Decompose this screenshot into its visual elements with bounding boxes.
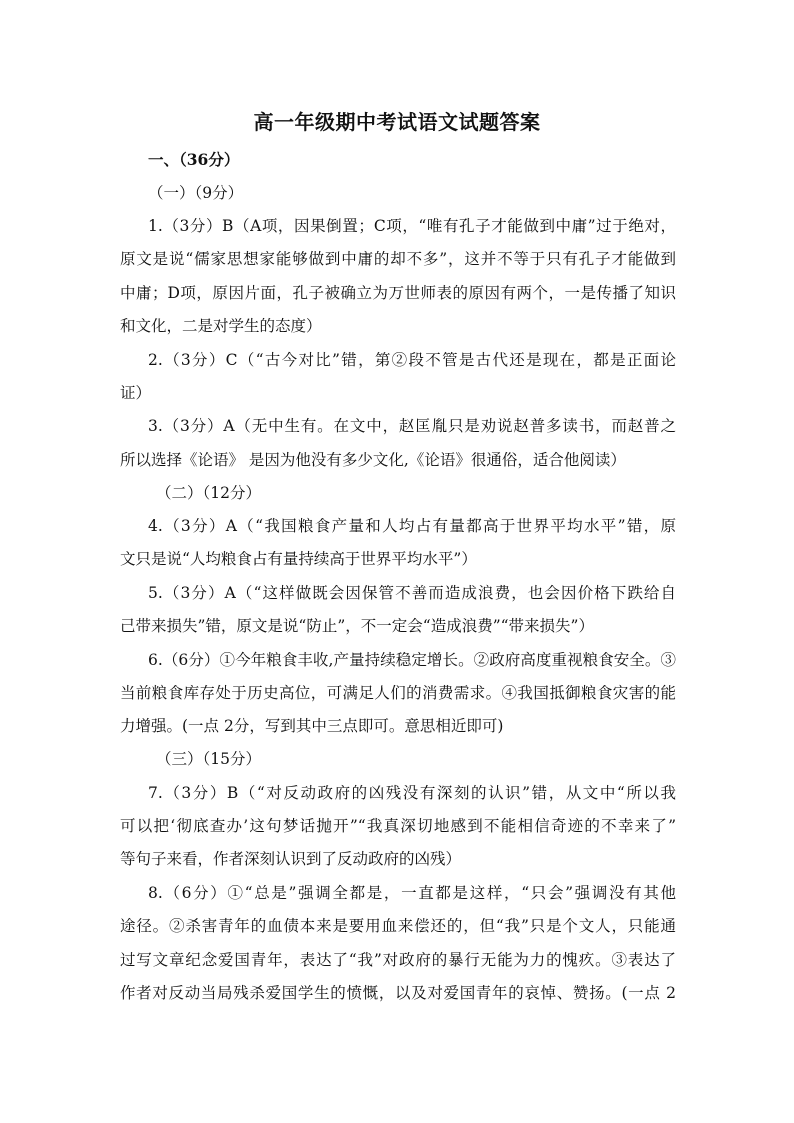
answer-line: 己带来损失”错，原文是说“防止”，不一定会“造成浪费”“带来损失”） bbox=[120, 617, 594, 635]
answer-line: 原文是说“儒家思想家能够做到中庸的却不多”，这并不等于只有孔子才能做到 bbox=[120, 250, 676, 268]
answer-line: 途径。②杀害青年的血债本来是要用血来偿还的，但“我”只是个文人，只能通 bbox=[120, 917, 676, 935]
subsection-heading: （二）（12分） bbox=[156, 484, 261, 502]
answer-line: 3.（3分）A（无中生有。在文中，赵匡胤只是劝说赵普多读书，而赵普之 bbox=[148, 417, 676, 435]
answer-line: 2.（3分）C（“古今对比”错，第②段不管是古代还是现在，都是正面论 bbox=[148, 351, 676, 369]
answer-line: 当前粮食库存处于历史高位，可满足人们的消费需求。④我国抵御粮食灾害的能 bbox=[120, 684, 676, 702]
answer-line: 中庸；D项，原因片面，孔子被确立为万世师表的原因有两个，一是传播了知识 bbox=[120, 284, 676, 302]
answer-line: 过写文章纪念爱国青年，表达了“我”对政府的暴行无能为力的愧疚。③表达了 bbox=[120, 951, 676, 969]
answer-line: 证） bbox=[120, 384, 152, 402]
answer-line: 和文化，二是对学生的态度） bbox=[120, 317, 322, 335]
subsection-heading: （三）（15分） bbox=[156, 750, 261, 768]
answer-line: 7.（3分）B（“对反动政府的凶残没有深刻的认识”错，从文中“所以我 bbox=[148, 784, 676, 802]
answer-line: 8.（6分）①“总是”强调全都是，一直都是这样，“只会”强调没有其他 bbox=[148, 884, 676, 902]
answer-line: 力增强。(一点 2分，写到其中三点即可。意思相近即可) bbox=[120, 717, 504, 735]
page-title: 高一年级期中考试语文试题答案 bbox=[253, 110, 541, 134]
answer-line: 所以选择《论语》 是因为他没有多少文化,《论语》很通俗，适合他阅读） bbox=[120, 451, 626, 469]
answer-line: 文只是说“人均粮食占有量持续高于世界平均水平”） bbox=[120, 550, 477, 568]
answer-line: 1.（3分）B（A项，因果倒置；C项，“唯有孔子才能做到中庸”过于绝对， bbox=[148, 217, 676, 235]
section-heading: 一、（36分） bbox=[148, 150, 240, 169]
answer-line: 可以把‘彻底查办’这句梦话抛开”“我真深切地感到不能相信奇迹的不幸来了” bbox=[120, 817, 676, 835]
answer-line: 6.（6分）①今年粮食丰收,产量持续稳定增长。②政府高度重视粮食安全。③ bbox=[148, 651, 676, 669]
answer-line: 等句子来看，作者深刻认识到了反动政府的凶残） bbox=[120, 850, 462, 868]
answer-line: 作者对反动当局残杀爱国学生的愤慨，以及对爱国青年的哀悼、赞扬。(一点 2 bbox=[120, 984, 676, 1002]
answer-line: 4.（3分）A（“我国粮食产量和人均占有量都高于世界平均水平”错，原 bbox=[148, 517, 676, 535]
answer-line: 5.（3分）A（“这样做既会因保管不善而造成浪费，也会因价格下跌给自 bbox=[148, 584, 676, 602]
subsection-heading: （一）（9分） bbox=[148, 184, 244, 202]
